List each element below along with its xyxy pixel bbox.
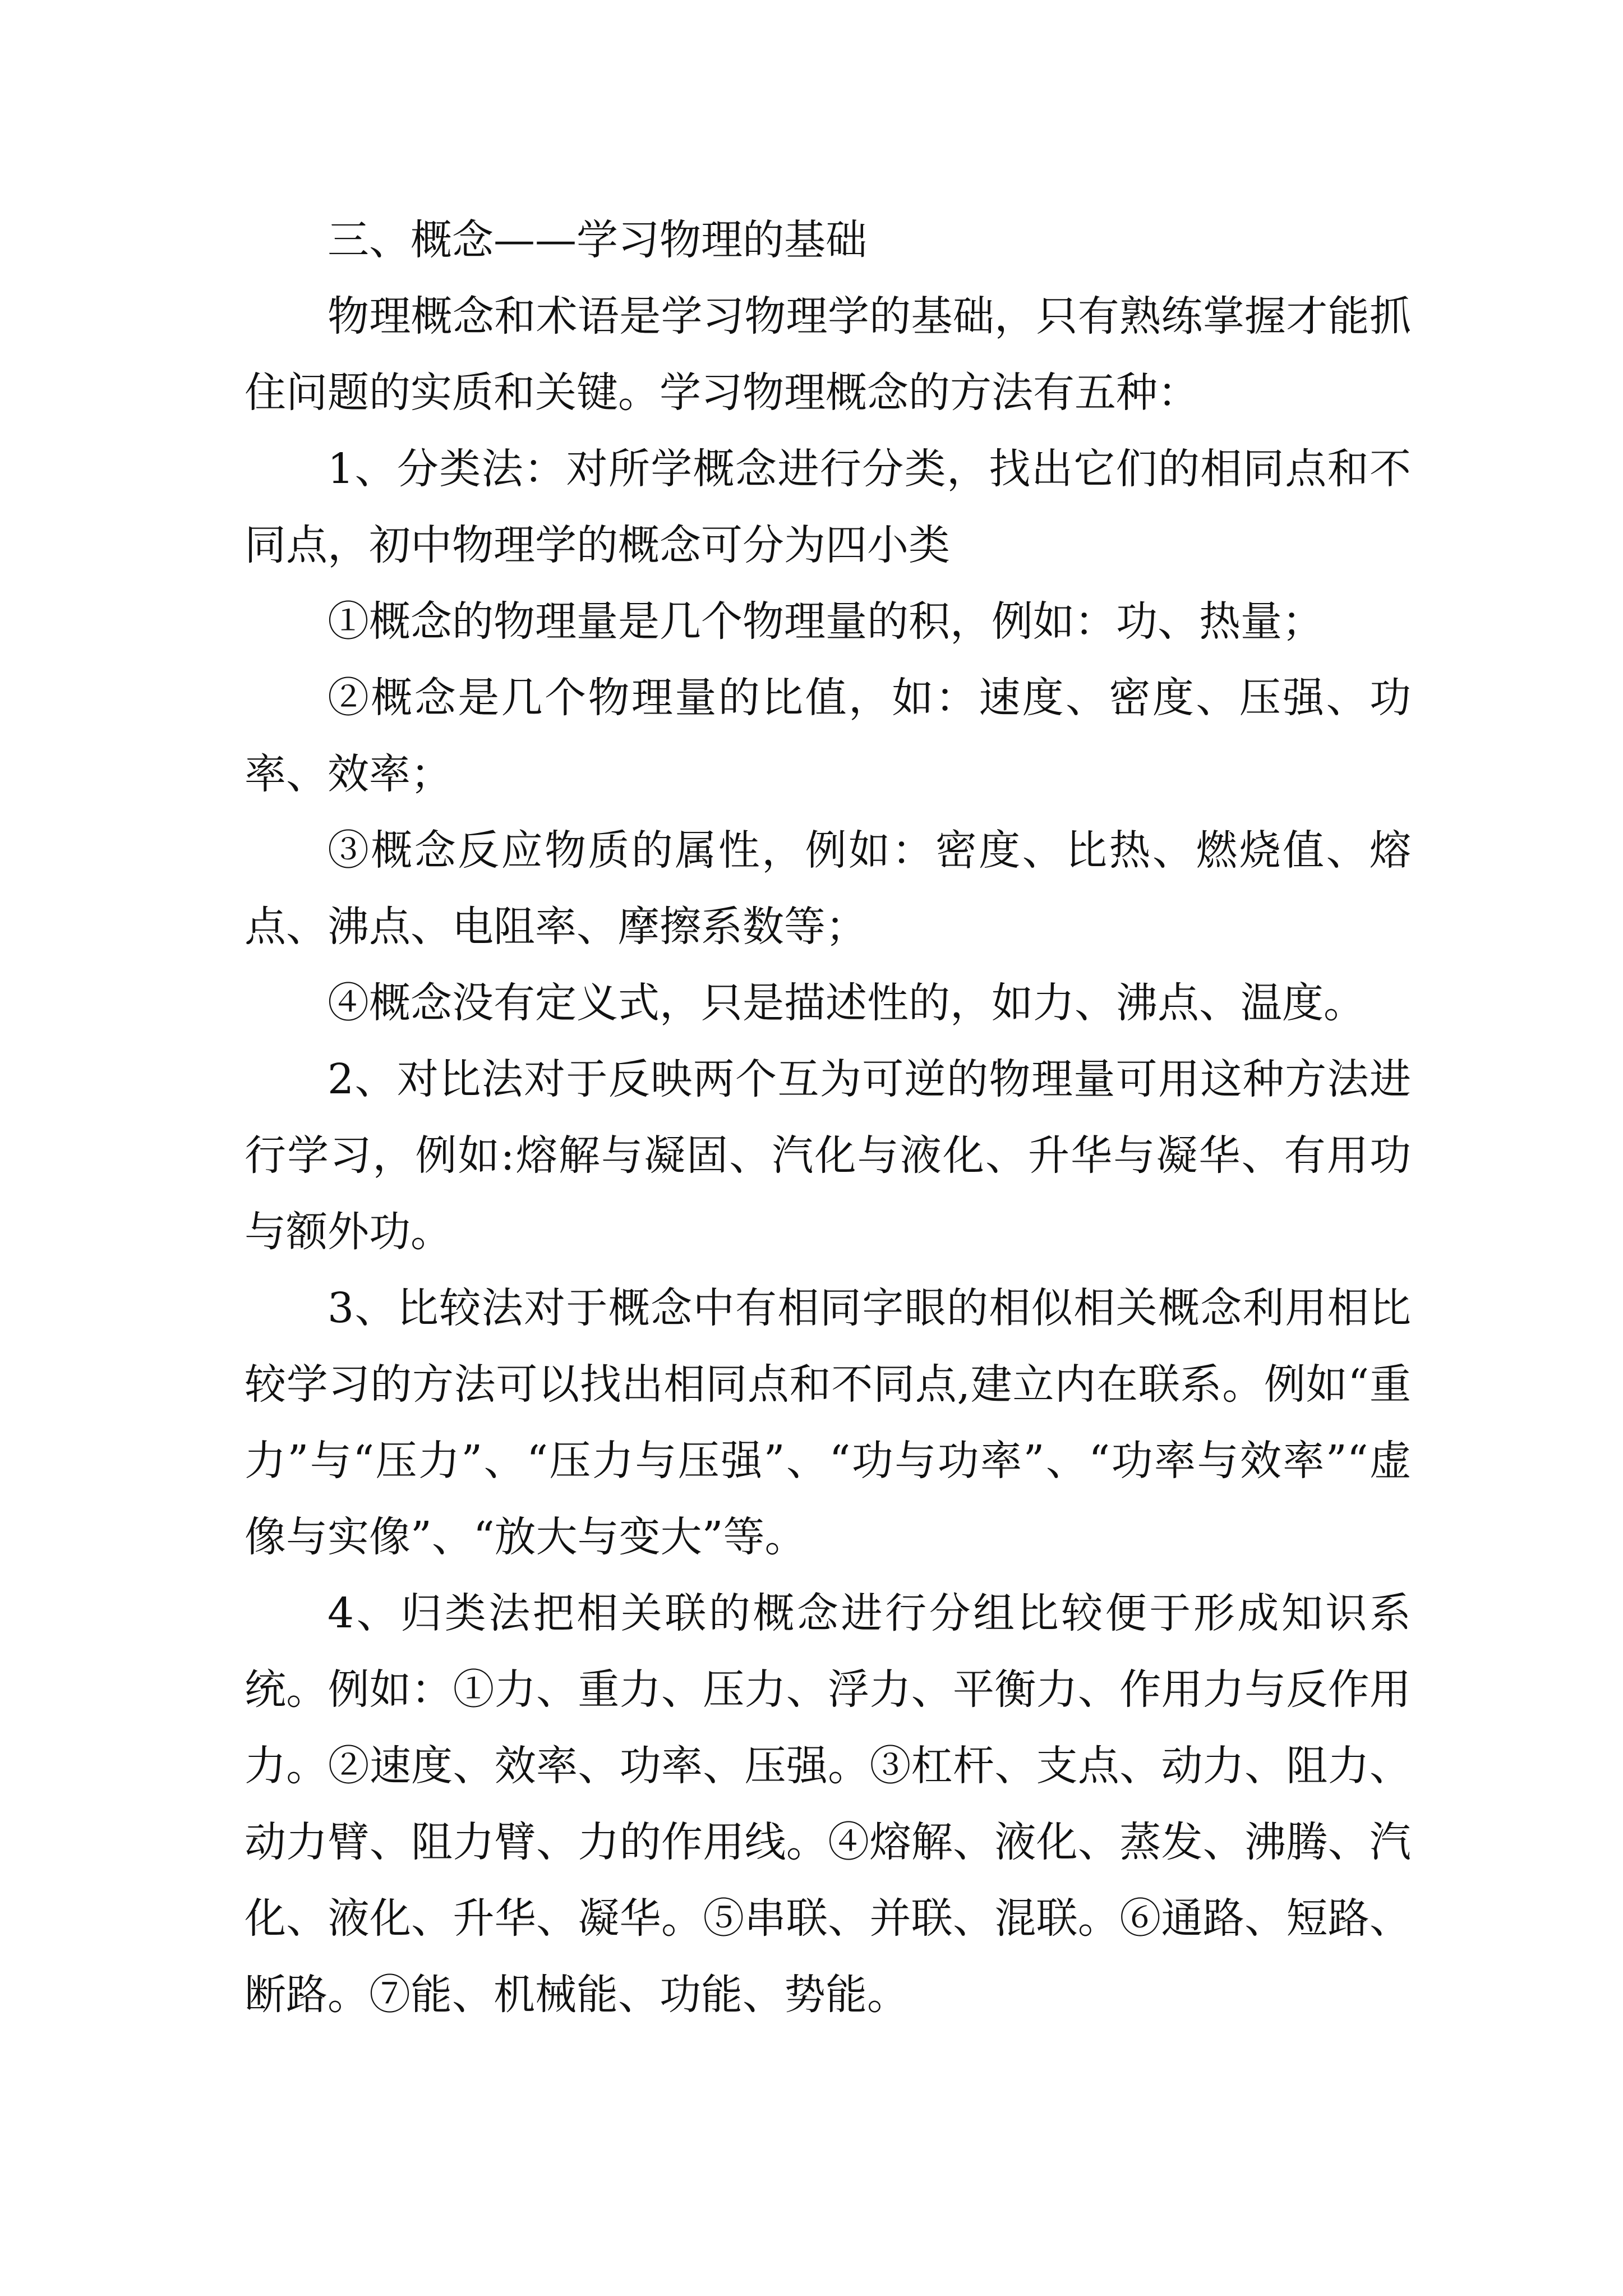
paragraph-comparison-method: 3、比较法对于概念中有相同字眼的相似相关概念利用相比较学习的方法可以找出相同点和不同点,建立内在联系。例如“重力”与“压力”、“压力与压强”、“功与功率”、“功率与效率”“虚像与实像”、“放大与变大”等。	[245, 1284, 1411, 1561]
list-item-category-4: ④概念没有定义式，只是描述性的，如力、沸点、温度。	[328, 979, 1365, 1027]
paragraph-classification-method: 1、分类法：对所学概念进行分类，找出它们的相同点和不同点，初中物理学的概念可分为四小类	[245, 445, 1411, 569]
paragraph-grouping-method: 4、归类法把相关联的概念进行分组比较便于形成知识系统。例如：①力、重力、压力、浮力、平衡力、作用力与反作用力。②速度、效率、功率、压强。③杠杆、支点、动力、阻力、动力臂、阻力臂、力的作用线。④熔解、液化、蒸发、沸腾、汽化、液化、升华、凝华。⑤串联、并联、混联。⑥通路、短路、断路。⑦能、机械能、功能、势能。	[245, 1589, 1411, 2019]
list-item-category-1: ①概念的物理量是几个物理量的积，例如：功、热量；	[328, 597, 1324, 646]
document-body	[245, 202, 1411, 2033]
section-heading: 三、概念——学习物理的基础	[328, 216, 867, 264]
paragraph-contrast-method: 2、对比法对于反映两个互为可逆的物理量可用这种方法进行学习，例如:熔解与凝固、汽化与液化、升华与凝华、有用功与额外功。	[245, 1055, 1411, 1256]
paragraph-intro: 物理概念和术语是学习物理学的基础，只有熟练掌握才能抓住问题的实质和关键。学习物理概念的方法有五种：	[245, 292, 1411, 417]
list-item-category-2: ②概念是几个物理量的比值，如：速度、密度、压强、功率、效率；	[245, 674, 1411, 798]
list-item-category-3: ③概念反应物质的属性，例如：密度、比热、燃烧值、熔点、沸点、电阻率、摩擦系数等；	[245, 826, 1411, 951]
